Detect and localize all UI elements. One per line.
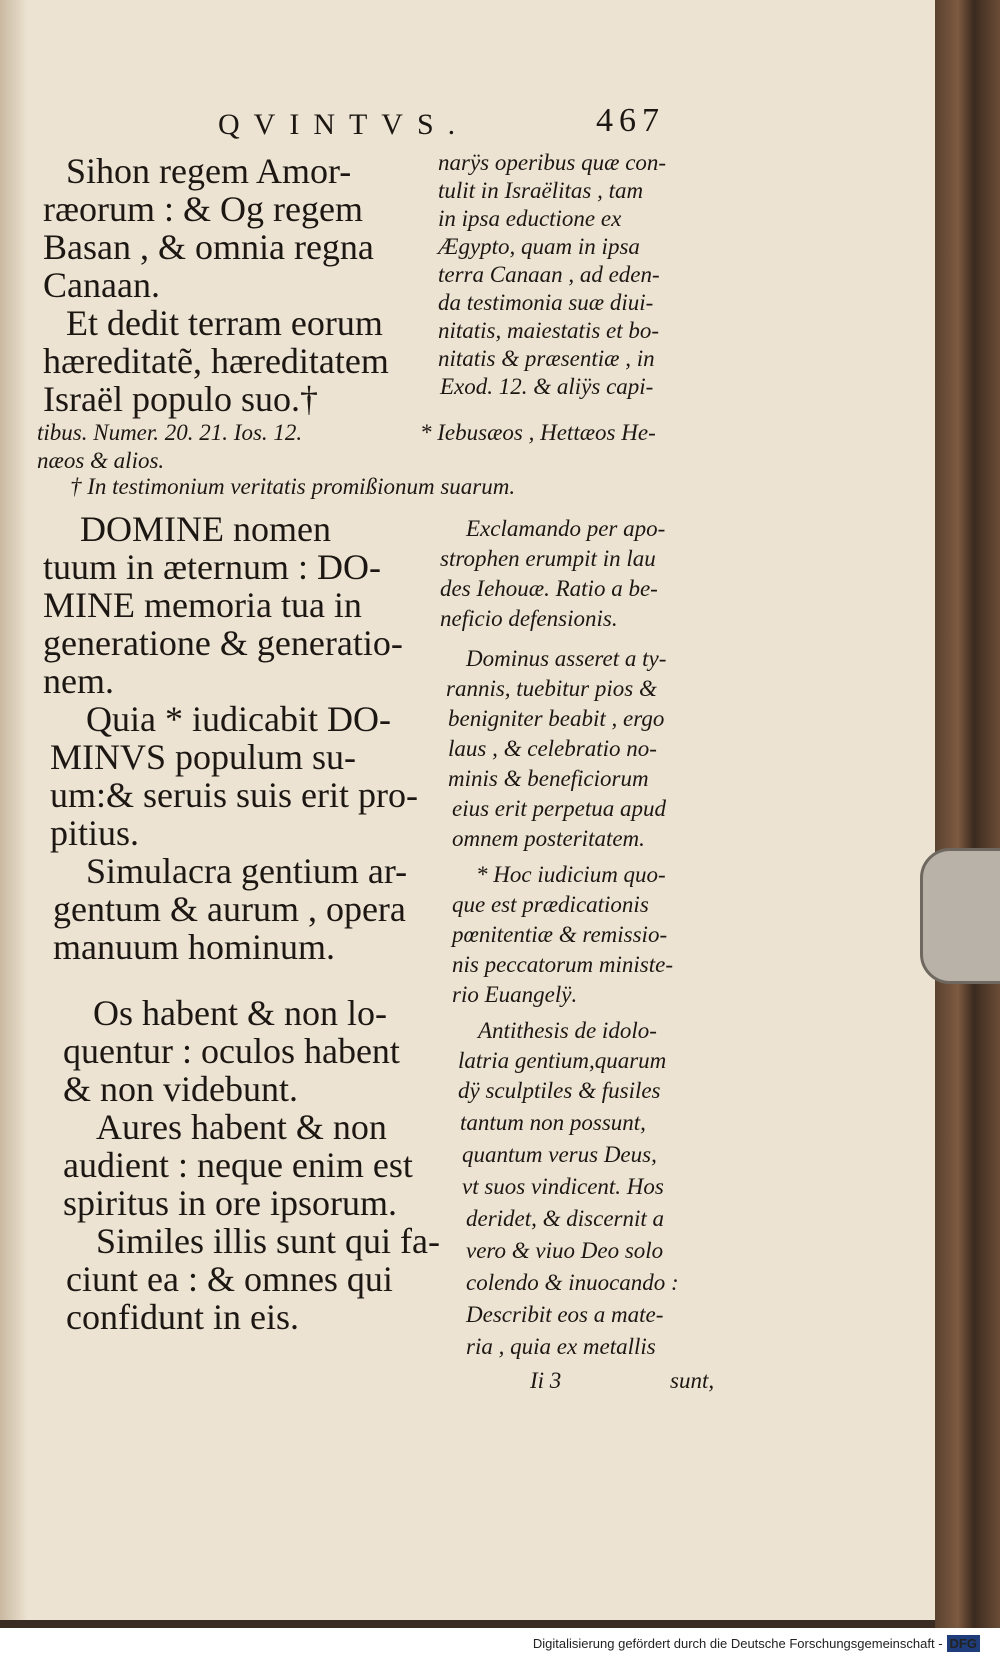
margin-note: rannis, tuebitur pios & [446, 676, 657, 701]
main-line: Aures habent & non [96, 1107, 387, 1147]
main-line: Basan , & omnia regna [43, 227, 374, 267]
margin-note: terra Canaan , ad eden- [438, 262, 660, 287]
margin-note: Dominus asseret a ty- [466, 646, 667, 671]
footer-bar [0, 1628, 1000, 1661]
margin-note: vt suos vindicent. Hos [462, 1174, 664, 1199]
wide-note: † In testimonium veritatis promißionum suarum. [70, 474, 516, 499]
margin-note: Ægypto, quam in ipsa [438, 234, 640, 259]
margin-note: narÿs operibus quæ con- [438, 150, 667, 175]
margin-note: latria gentium,quarum [458, 1048, 667, 1073]
margin-note: in ipsa eductione ex [438, 206, 622, 231]
main-line: audient : neque enim est [63, 1145, 413, 1185]
main-line: Sihon regem Amor- [66, 151, 352, 191]
margin-note: deridet, & discernit a [466, 1206, 665, 1231]
main-line: DOMINE nomen [80, 509, 331, 549]
wide-note: tibus. Numer. 20. 21. Ios. 12. [37, 420, 303, 445]
clasp-icon [920, 848, 1000, 984]
main-line: Quia * iudicabit DO- [86, 699, 391, 739]
margin-note: * Hoc iudicium quo- [476, 862, 666, 887]
main-line: Similes illis sunt qui fa- [96, 1221, 441, 1261]
main-line: nem. [43, 661, 114, 701]
main-line: & non videbunt. [63, 1069, 298, 1109]
margin-note: da testimonia suæ diui- [438, 290, 654, 315]
margin-note: laus , & celebratio no- [448, 736, 657, 761]
catchword: sunt, [670, 1368, 715, 1393]
margin-note: Describit eos a mate- [466, 1302, 664, 1327]
main-line: Israël populo suo.† [43, 379, 318, 419]
margin-note: eius erit perpetua apud [452, 796, 666, 821]
margin-note: Exclamando per apo- [466, 516, 666, 541]
page-number: 467 [596, 102, 665, 139]
running-title: QVINTVS. [218, 108, 470, 141]
footer-credit [533, 1635, 980, 1652]
main-line: MINE memoria tua in [43, 585, 362, 625]
margin-note: tantum non possunt, [460, 1110, 646, 1135]
page-gutter [0, 0, 28, 1620]
dfg-logo: DFG [947, 1635, 980, 1652]
wide-note: næos & alios. [37, 448, 165, 473]
margin-note: omnem posteritatem. [452, 826, 645, 851]
main-line: Canaan. [43, 265, 160, 305]
margin-note: des Iehouæ. Ratio a be- [440, 576, 658, 601]
main-line: tuum in æternum : DO- [43, 547, 381, 587]
margin-note: nis peccatorum ministe- [452, 952, 674, 977]
margin-note: colendo & inuocando : [466, 1270, 679, 1295]
main-line: hæreditatẽ, hæreditatem [43, 341, 389, 381]
margin-note: pœnitentiæ & remissio- [452, 922, 668, 947]
margin-note: neficio defensionis. [440, 606, 618, 631]
margin-note: dÿ sculptiles & fusiles [458, 1078, 661, 1103]
margin-note: vero & viuo Deo solo [466, 1238, 664, 1263]
main-line: MINVS populum su- [50, 737, 357, 777]
main-line: gentum & aurum , opera [53, 889, 406, 929]
main-line: manuum hominum. [53, 927, 335, 967]
main-line: quentur : oculos habent [63, 1031, 400, 1071]
main-line: Simulacra gentium ar- [86, 851, 408, 891]
main-line: ciunt ea : & omnes qui [66, 1259, 393, 1299]
main-line: confidunt in eis. [66, 1297, 299, 1337]
margin-note: tulit in Israëlitas , tam [438, 178, 644, 203]
margin-note: que est prædicationis [452, 892, 649, 917]
main-line: um:& seruis suis erit pro- [50, 775, 418, 815]
margin-note: * Iebusæos , Hettæos He- [420, 420, 656, 445]
margin-note: Antithesis de idolo- [478, 1018, 657, 1043]
margin-note: nitatis, maiestatis et bo- [438, 318, 660, 343]
margin-note: nitatis & præsentiæ , in [438, 346, 655, 371]
book-edge [935, 0, 1000, 1628]
margin-note: quantum verus Deus, [462, 1142, 657, 1167]
margin-note: strophen erumpit in lau [440, 546, 656, 571]
main-line: Et dedit terram eorum [66, 303, 383, 343]
main-line: pitius. [50, 813, 140, 853]
main-line: ræorum : & Og regem [43, 189, 363, 229]
main-line: spiritus in ore ipsorum. [63, 1183, 397, 1223]
margin-note: rio Euangelÿ. [452, 982, 578, 1007]
main-line: generatione & generatio- [43, 623, 403, 663]
margin-note: minis & beneficiorum [448, 766, 649, 791]
main-line: Os habent & non lo- [93, 993, 387, 1033]
margin-note: Exod. 12. & aliÿs capi- [440, 374, 654, 399]
margin-note: ria , quia ex metallis [466, 1334, 656, 1359]
signature-mark: Ii 3 [530, 1368, 562, 1393]
footer-credit-text: Digitalisierung gefördert durch die Deutsche Forschungsgemeinschaft - [532, 1636, 943, 1651]
margin-note: benigniter beabit , ergo [448, 706, 665, 731]
